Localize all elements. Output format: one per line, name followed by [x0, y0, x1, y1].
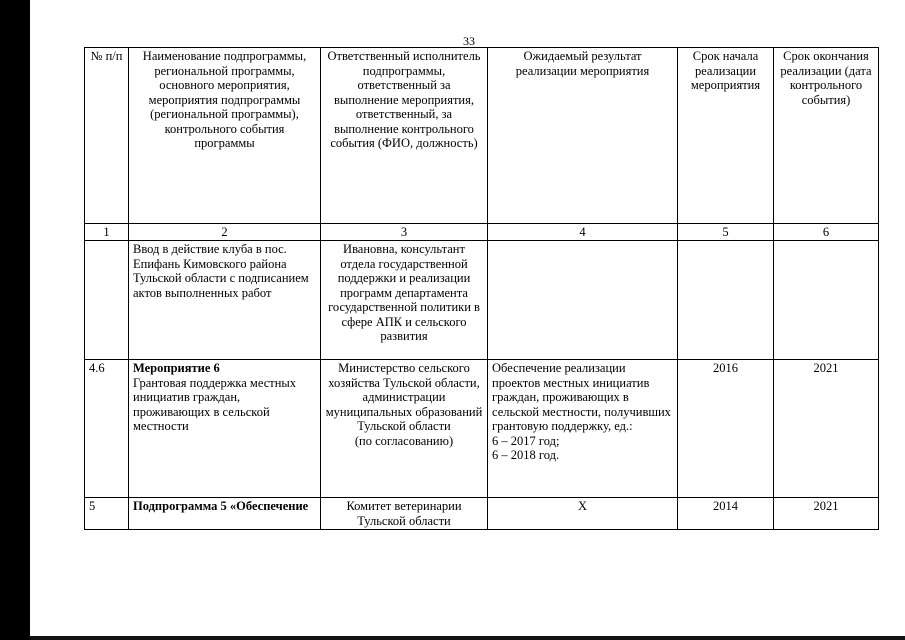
row-responsible: Ивановна, консультант отдела государственной поддержки и реализации программ департамента государственной политики в сфере АПК и сельского развития — [321, 241, 488, 360]
row-name-title: Мероприятие 6 — [133, 361, 220, 375]
row-start — [678, 241, 774, 360]
row-expected-result — [488, 241, 678, 360]
column-numbers-row — [85, 224, 879, 241]
table-header-row — [85, 48, 879, 224]
row-result-line: 6 – 2017 год; — [492, 433, 560, 448]
header-number: № п/п — [85, 48, 129, 224]
page-number: 33 — [463, 34, 475, 48]
header-end-date: Срок окончания реализации (дата контрольного события) — [774, 48, 879, 224]
row-result-line: 6 – 2018 год. — [492, 448, 560, 462]
header-expected-result: Ожидаемый результат реализации мероприятия — [488, 48, 678, 224]
column-number: 6 — [774, 224, 879, 241]
row-responsible-note: (по согласованию) — [354, 433, 454, 448]
row-end — [774, 241, 879, 360]
header-responsible: Ответственный исполнитель подпрограммы, ответственный за выполнение мероприятия, ответственный, за выполнение контрольного события (ФИО, должность) — [321, 48, 488, 224]
row-expected-result: Х — [488, 498, 678, 530]
row-number: 5 — [85, 498, 129, 530]
row-expected-result — [488, 360, 678, 498]
row-number — [85, 241, 129, 360]
column-number: 4 — [488, 224, 678, 241]
row-end: 2021 — [774, 498, 879, 530]
implementation-plan-table — [84, 47, 879, 530]
scan-left-edge — [0, 0, 30, 640]
header-start-date: Срок начала реализации мероприятия — [678, 48, 774, 224]
row-name — [129, 241, 321, 360]
row-responsible: Комитет ветеринарии Тульской области — [321, 498, 488, 530]
row-responsible-text: Министерство сельского хозяйства Тульской области, администрации муниципальных образований Тульской области — [325, 361, 483, 433]
column-number: 5 — [678, 224, 774, 241]
row-name — [129, 498, 321, 530]
column-number: 1 — [85, 224, 129, 241]
scan-bottom-edge — [30, 636, 905, 640]
row-name-text: Грантовая поддержка местных инициатив граждан, проживающих в сельской местности — [133, 375, 297, 433]
row-name-text: Ввод в действие клуба в пос. Епифань Кимовского района Тульской области с подписанием актов выполненных работ — [133, 242, 309, 300]
row-start: 2014 — [678, 498, 774, 530]
row-start: 2016 — [678, 360, 774, 498]
table-row — [85, 241, 879, 360]
column-number: 3 — [321, 224, 488, 241]
row-number: 4.6 — [85, 360, 129, 498]
header-name: Наименование подпрограммы, региональной программы, основного мероприятия, мероприятия подпрограммы (региональной программы), контрольного события программы — [129, 48, 321, 224]
row-responsible — [321, 360, 488, 498]
row-name-title: Подпрограмма 5 «Обеспечение — [133, 499, 309, 513]
row-name — [129, 360, 321, 498]
row-end: 2021 — [774, 360, 879, 498]
row-result-text: Обеспечение реализации проектов местных инициатив граждан, проживающих в сельской местности, получивших грантовую поддержку, ед.: — [492, 361, 671, 433]
table-row — [85, 498, 879, 530]
table-row — [85, 360, 879, 498]
column-number: 2 — [129, 224, 321, 241]
